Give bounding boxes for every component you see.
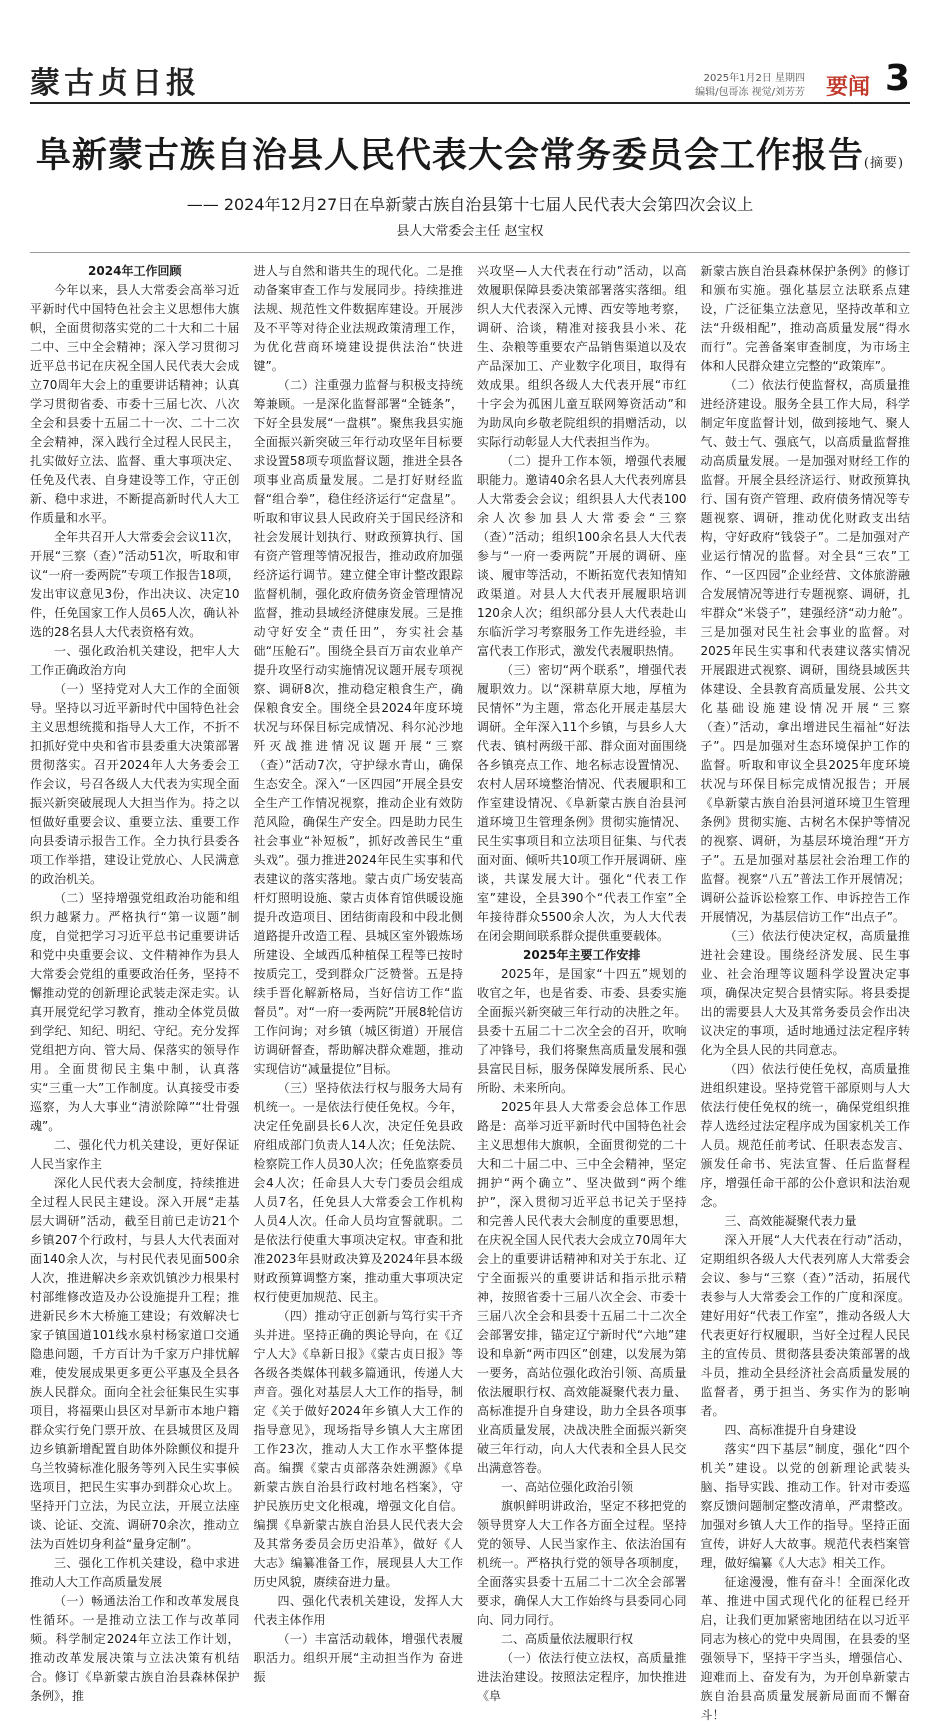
masthead-rule [30, 102, 910, 104]
paragraph: （三）坚持依法行权与服务大局有机统一。一是依法行使任免权。今年，决定任免副县长6人次，决定任免县政府组成部门负责人14人次；任免法院、检察院工作人员30人次；任免监察委员会4人次；任命县人大专门委员会组成人员7名，任免县人大常委会工作机构人员4人次。任命人员均宣誓就职。二是依法行使重大事项决定权。审查和批准2023年县财政决算及2024年县本级财政预算调整方案，推动重大事项决定权行使更加规范、民主。 [253, 1081, 463, 1304]
paragraph: （三）密切“两个联系”，增强代表履职效力。以“深耕草原大地，厚植为民情怀”为主题，常态化开展走基层大调研。全年深入11个乡镇，与县乡人大代表、镇村两级干部、群众面对面围绕各乡镇亮点工作、地名标志设置情况、农村人居环境整治情况、代表履职和工作室建设情况、《阜新蒙古族自治县河道环境卫生管理条例》贯彻实施情况、民生实事项目和立法项目征集、与代表面对面、倾听共10项工作开展调研、座谈，共谋发展大计。强化“代表工作室”建设，全县390个“代表工作室”全年接待群众5500余人次，为人大代表在闭会期间联系群众提供重要载体。 [477, 663, 687, 943]
paragraph: 一、强化政治机关建设，把牢人大工作正确政治方向 [30, 644, 240, 677]
paragraph: 旗帜鲜明讲政治，坚定不移把党的领导贯穿人大工作各方面全过程。坚持党的领导、人民当家作主、依法治国有机统一。严格执行党的领导各项制度，全面落实县委十五届二十二次全会部署要求，确保人大工作始终与县委同心同向、同力同行。 [477, 1499, 687, 1627]
paragraph: 三、强化工作机关建设，稳中求进推动人大工作高质量发展 [30, 1556, 240, 1589]
paragraph: （四）依法行使任免权，高质量推进组织建设。坚持党管干部原则与人大依法行使任免权的统一，确保党组织推荐人选经过法定程序成为国家机关工作人员。规范任前考试、任职表态发言、颁发任命书、宪法宣誓、任后监督程序，增强任命干部的公仆意识和法治观念。 [700, 1062, 910, 1209]
article-title-text: 阜新蒙古族自治县人民代表大会常务委员会工作报告 [35, 135, 864, 176]
article-byline: 县人大常委会主任 赵宝权 [396, 224, 544, 239]
paragraph: 四、强化代表机关建设，发挥人大代表主体作用 [253, 1594, 463, 1627]
paragraph: （二）坚持增强党组政治功能和组织力越紧力。严格执行“第一议题”制度，自觉把学习习近平总书记重要讲话和党中央重要会议、文件精神作为县人大常委会党组的重要政治任务，坚持不懈推动党的创新理论武装走深走实。认真开展党纪学习教育，推动全体党员做到学纪、知纪、明纪、守纪。充分发挥党组把方向、管大局、保落实的领导作用。全面贯彻民主集中制，认真落实“三重一大”工作制度。认真接受市委巡察，为人大事业“清淤除障”“壮骨强魂”。 [30, 891, 240, 1133]
header-divider [30, 252, 910, 253]
paragraph: 深入开展“人大代表在行动”活动，定期组织各级人大代表列席人大常委会会议、参与“三察（查）”活动，拓展代表参与人大常委会工作的广度和深度。建好用好“代表工作室”，推动各级人大代表更好行权履职，当好全过程人民民主的宣传员、贯彻落县委决策部署的战斗员，推动全县经济社会高质量发展的监督者，勇于担当、务实作为的影响者。 [700, 1233, 910, 1418]
article-body [30, 262, 910, 1722]
paragraph: 落实“四下基层”制度，强化“四个机关”建设。以党的创新理论武装头脑、指导实践、推动工作。针对市委巡察反馈问题制定整改清单，严肃整改。加强对乡镇人大工作的指导。坚持正面宣传，讲好人大故事。规范代表档案管理，做好编纂《人大志》相关工作。 [700, 1442, 910, 1570]
paragraph: 深化人民代表大会制度，持续推进全过程人民民主建设。深入开展“走基层大调研”活动，截至目前已走访21个乡镇207个行政村，与县人大代表面对面140余人次，与村民代表见面500余人次，推进解决乡亲欢饥镇沙力根果村村部维修改造及办公设施提升工程；推进新民乡木大桥施工建设；有效解决七家子镇国道101线水泉村杨家道口交通隐患问题，千方百计为千家万户排忧解难，使发展成果更多更公平惠及全县各族人民群众。面向全社会征集民生实事项目，将福栗山县区对旱新市本地户籍群众实行免门票开放、在县城贯区及周边乡镇新增配置自助体外除颤仪和提升乌兰牧骑标准化服务等列入民生实事候选项目，把民生实事办到群众心坎上。坚持开门立法，为民立法，开展立法座谈、论证、交流、调研70余次，推动立法为百姓切身利益“量身定制”。 [30, 1176, 240, 1551]
paragraph: （二）依法行使监督权，高质量推进经济建设。服务全县工作大局，科学制定年度监督计划，做到接地气、聚人气、鼓士气、强底气，以高质量监督推动高质量发展。一是加强对财经工作的监督。开展全县经济运行、财政预算执行、国有资产管理、政府债务情况等专题视察、调研，推动优化财政支出结构，守好政府“钱袋子”。二是加强对产业运行情况的监督。对全县“三农”工作、“一区四园”企业经营、文体旅游融合发展情况等进行专题视察、调研，扎牢群众“米袋子”，建强经济“动力舱”。三是加强对民生社会事业的监督。对2025年民生实事和代表建议落实情况开展跟进式视察、调研，围绕县域医共体建设、全县教育高质量发展、公共文化基础设施建设情况开展“三察（查）”活动，拿出增进民生福祉“好法子”。四是加强对生态环境保护工作的监督。听取和审议全县2025年度环境状况与环保目标完成情况报告；开展《阜新蒙古族自治县河道环境卫生管理条例》贯彻实施、古树名木保护等情况的视察、调研，为基层环境治理“开方子”。五是加强对基层社会治理工作的监督。视察“八五”普法工作开展情况；调研公益诉讼检察工作、申诉控告工作开展情况，为基层信访工作“出点子”。 [700, 378, 910, 924]
paragraph: （三）依法行使决定权，高质量推进社会建设。围绕经济发展、民生事业、社会治理等议题科学设置决定事项，确保决定契合县情实际。将县委提出的需要县人大及其常务委员会作出决议决定的事项，适时地通过法定程序转化为全县人民的共同意志。 [700, 929, 910, 1057]
article-subtitle: —— 2024年12月27日在阜新蒙古族自治县第十七届人民代表大会第四次会议上 [186, 195, 754, 214]
section-heading: 2025年主要工作安排 [523, 948, 641, 962]
paragraph: 兴攻坚—人大代表在行动”活动，以高效履职保障县委决策部署落实落细。组织人大代表深入元博、西安等地考察，调研、洽谈，精准对接我县小米、花生、杂粮等重要农产品销售渠道以及农产品深加工、产业数字化项目，取得有效成果。组织各级人大代表开展“市红十字会为孤困儿童互联网筹资活动”和为助凤向乡敬老院组织的捐赠活动，以实际行动彰显人大代表担当作为。 [477, 264, 687, 449]
paragraph: （一）丰富活动载体，增强代表履职活力。组织开展“主动担当作为 奋进振 [253, 1632, 463, 1684]
paragraph: 今年以来，县人大常委会高举习近平新时代中国特色社会主义思想伟大旗帜，全面贯彻落实党的二十大和二十届二中、三中全会精神；深入学习贯彻习近平总书记在庆祝全国人民代表大会成立70周年大会上的重要讲话精神；认真学习贯彻省委、市委十三届七次、八次全会和县委十五届二十一次、二十二次全会精神，深入践行全过程人民民主，扎实做好立法、监督、重大事项决定、任免及代表、自身建设等工作，守正创新、稳中求进，不断提高新时代人大工作质量和水平。 [30, 283, 240, 525]
paragraph: 一、高站位强化政治引领 [501, 1480, 634, 1494]
paragraph: （一）依法行使立法权，高质量推进法治建设。按照法定程序，加快推进《阜 [477, 1651, 687, 1703]
text-column [477, 262, 687, 1703]
paragraph: 2025年县人大常委会总体工作思路是：高举习近平新时代中国特色社会主义思想伟大旗帜，全面贯彻党的二十大和二十届二中、三中全会精神，坚定拥护“两个确立”、坚决做到“两个维护”，深入贯彻习近平总书记关于坚持和完善人民代表大会制度的重要思想，在庆祝全国人民代表大会成立70周年大会上的重要讲话精神和对关于东北、辽宁全面振兴的重要讲话和指示批示精神，按照省委十三届八次全会、市委十三届八次全会和县委十五届二十二次全会部署安排，锚定辽宁新时代“六地”建设和阜新“两市四区”创建，以发展为第一要务，高站位强化政治引领、高质量依法履职行权、高效能凝聚代表力量、高标准提升自身建设，助力全县各项事业高质量发展，决战决胜全面振兴新突破三年行动，向人大代表和全县人民交出满意答卷。 [477, 1100, 687, 1475]
issue-date: 2025年1月2日 星期四 [703, 73, 805, 84]
section-name: 要闻 [825, 75, 870, 100]
paragraph: （二）注重强力监督与积极支持统筹兼顾。一是深化监督部署“全链条”，下好全县发展“一盘棋”。聚焦我县实施全面振兴新突破三年行动攻坚年目标要求设置58项专项监督议题，推进全县各项事业高质量发展。二是打好财经监督“组合拳”，稳住经济运行“定盘星”。听取和审议县人民政府关于国民经济和社会发展计划执行、财政预算执行、国有资产管理等情况报告，推动政府加强经济运行调节。建立健全审计整改跟踪监督机制，强化政府债务资金管理情况监督，推动县域经济健康发展。三是推动守好安全“责任田”，夯实社会基础“压舱石”。围绕全县百万亩农业单产提升攻坚行动实施情况议题开展专项视察、调研8次，推动稳定粮食生产，确保粮食安全。围绕全县2024年度环境状况与环保目标完成情况、科尔沁沙地歼灭战推进情况议题开展“三察（查）”活动7次，守护绿水青山，确保生态安全。深入“一区四园”开展全县安全生产工作情况视察，推动企业有效防范风险，确保生产安全。四是助力民生社会事业“补短板”，抓好改善民生“重头戏”。强力推进2024年民生实事和代表建议的落实落地。蒙古贞广场安装高杆灯照明设施、蒙古贞体育馆供暖设施提升改造项目、团结街南段和中段北侧道路提升改造工程、县城区室外锻炼场所建设、全域西瓜种植保工程等已按时按质完工，受到群众广泛赞誉。五是持续手晋化解新格局，当好信访工作“监督员”。对“一府一委两院”开展8轮信访工作问询；对乡镇（城区街道）开展信访调研督查，帮助解决群众难题，推动实现信访“减量提位”目标。 [253, 378, 463, 1076]
paragraph: 2025年，是国家“十四五”规划的收官之年，也是省委、市委、县委实施全面振兴新突破三年行动的决胜之年。县委十五届二十二次全会的召开，吹响了冲锋号，我们将聚焦高质量发展和强县富民目标，服务保障发展所系、民心所盼、未来所向。 [477, 967, 687, 1095]
issue-editors: 编辑/包哥冻 视觉/刘芳芳 [695, 87, 805, 98]
issue-info [695, 72, 805, 100]
paragraph: 二、高质量依法履职行权 [501, 1632, 634, 1646]
paragraph: 二、强化代力机关建设，更好保证人民当家作主 [30, 1138, 240, 1171]
paragraph: 新蒙古族自治县森林保护条例》的修订和颁布实施。强化基层立法联系点建设，广泛征集立法意见，坚持改革和立法“升级相配”，推动高质量发展“得水而行”。完善备案审查制度，为市场主体和人民群众建立完整的“政策库”。 [700, 264, 910, 373]
text-column [253, 262, 464, 1684]
paragraph: （一）畅通法治工作和改革发展良性循环。一是推动立法工作与改革同频。科学制定2024年立法工作计划，推动改革发展决策与立法决策有机结合。修订《阜新蒙古族自治县森林保护条例》，推 [30, 1594, 240, 1703]
paragraph: （二）提升工作本领，增强代表履职能力。邀请40余名县人大代表列席县人大常委会会议；组织县人大代表100余人次参加县人大常委会“三察（查）”活动；组织100余名县人大代表参与“一府一委两院”开展的调研、座谈、履审等活动，不断拓宽代表知情知政渠道。对县人大代表开展履职培训120余人次；组织部分县人大代表赴山东临沂学习考察服务工作先进经验，丰富代表工作形式，激发代表履职热情。 [477, 454, 687, 658]
paragraph: 三、高效能凝聚代表力量 [724, 1214, 857, 1228]
text-column [700, 262, 911, 1722]
paragraph: （四）推动守正创新与笃行实干齐头并进。坚持正确的舆论导向，在《辽宁人大》《阜新日报》《蒙古贞日报》等各级各类媒体刊载多篇通讯，传递人大声音。强化对基层人大工作的指导，制定《关于做好2024年乡镇人大工作的指导意见》，现场指导乡镇人大主席团工作23次，推动人大工作水平整体提高。编撰《蒙古贞部落杂姓溯源》《阜新蒙古族自治县行政村地名档案》，守护民族历史文化根魂，增强文化自信。编撰《阜新蒙古族自治县人民代表大会及其常务委员会历史沿革》，做好《人大志》编纂准备工作，展现县人大工作历史风貌，赓续奋进力量。 [253, 1309, 463, 1589]
paragraph: 全年共召开人大常委会会议11次，开展“三察（查）”活动51次，听取和审议“一府一委两院”专项工作报告18项，发出审议意见3份，作出决议、决定10件，任免国家工作人员65人次，确认补选的28名县人大代表资格有效。 [30, 530, 240, 639]
newspaper-logo: 蒙古贞日报 [30, 66, 200, 101]
text-column [30, 262, 240, 1703]
page-number: 3 [884, 58, 910, 99]
section-heading: 2024年工作回顾 [88, 264, 182, 278]
article-title [30, 128, 910, 178]
article-title-tag: (摘要) [863, 156, 905, 171]
paragraph: 进人与自然和谐共生的现代化。二是推动备案审查工作与发展同步。持续推进法规、规范性文件数据库建设。开展涉及不平等对待企业法规政策清理工作，为优化营商环境建设提供法治“快进键”。 [253, 264, 463, 373]
paragraph: 四、高标准提升自身建设 [724, 1423, 857, 1437]
masthead [30, 52, 910, 102]
paragraph: （一）坚持党对人大工作的全面领导。坚持以习近平新时代中国特色社会主义思想统揽和指导人大工作，不折不扣抓好党中央和省市县委重大决策部署贯彻落实。召开2024年人大务委会工作会议，号召各级人大代表为实现全面振兴新突破展现人大担当作为。持之以恒做好重要会议、重要立法、重要工作向县委请示报告工作。全力执行县委各项工作举措，建设让党放心、人民满意的政治机关。 [30, 682, 240, 886]
paragraph: 征途漫漫，惟有奋斗！全面深化改革、推进中国式现代化的征程已经开启，让我们更加紧密地团结在以习近平同志为核心的党中央周围，在县委的坚强领导下，坚持干字当头，增强信心、迎难而上、奋发有为，为开创阜新蒙古族自治县高质量发展新局面而不懈奋斗！ [700, 1575, 910, 1722]
